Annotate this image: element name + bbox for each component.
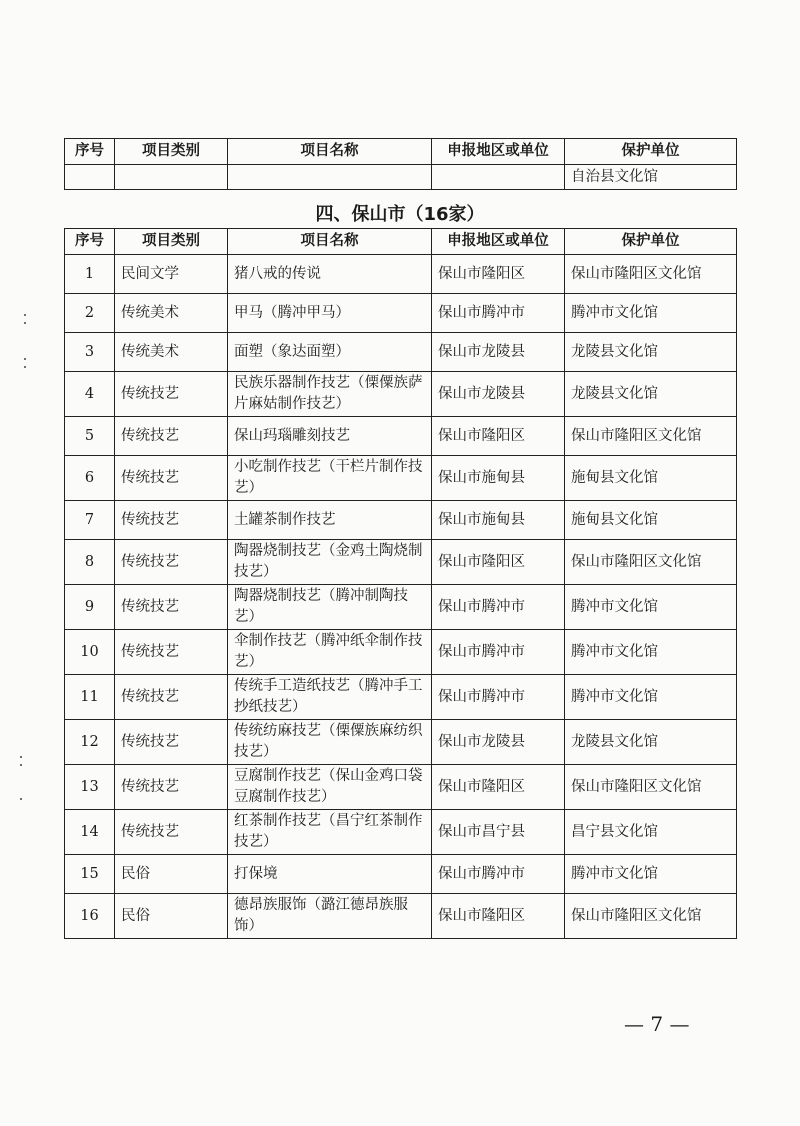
cell-region: 保山市昌宁县 [432, 810, 565, 855]
cell-name: 打保境 [228, 855, 432, 894]
cell-num: 8 [65, 540, 115, 585]
cell-category: 传统美术 [115, 333, 228, 372]
cell-category: 传统技艺 [115, 540, 228, 585]
cell-num: 6 [65, 456, 115, 501]
scan-speck [20, 756, 22, 758]
header-num: 序号 [65, 139, 115, 165]
table-row [65, 630, 737, 675]
scan-speck [20, 764, 22, 766]
table-row [65, 417, 737, 456]
header-num: 序号 [65, 229, 115, 255]
cell-category: 传统技艺 [115, 675, 228, 720]
cell-category: 民间文学 [115, 255, 228, 294]
cell-unit: 腾冲市文化馆 [565, 630, 737, 675]
cell-category: 传统技艺 [115, 810, 228, 855]
table-row [65, 456, 737, 501]
cell-region: 保山市隆阳区 [432, 255, 565, 294]
cell-category: 传统技艺 [115, 501, 228, 540]
table-row [65, 255, 737, 294]
table-row [65, 765, 737, 810]
cell-num: 4 [65, 372, 115, 417]
cell-region: 保山市隆阳区 [432, 894, 565, 939]
heritage-table [64, 228, 737, 939]
cell-num: 1 [65, 255, 115, 294]
table-row [65, 810, 737, 855]
cell-category: 传统技艺 [115, 417, 228, 456]
header-region: 申报地区或单位 [432, 229, 565, 255]
cell-name: 陶器烧制技艺（腾冲制陶技艺） [228, 585, 432, 630]
scan-speck [24, 314, 26, 316]
cell-num: 16 [65, 894, 115, 939]
cell-name: 面塑（象达面塑） [228, 333, 432, 372]
cell-name: 传统手工造纸技艺（腾冲手工抄纸技艺） [228, 675, 432, 720]
table-row [65, 372, 737, 417]
cell-region: 保山市腾冲市 [432, 585, 565, 630]
cell-num: 11 [65, 675, 115, 720]
header-unit: 保护单位 [565, 229, 737, 255]
cell-unit: 腾冲市文化馆 [565, 585, 737, 630]
header-category: 项目类别 [115, 139, 228, 165]
cell-unit: 龙陵县文化馆 [565, 720, 737, 765]
table-row [65, 294, 737, 333]
cell-category: 传统技艺 [115, 456, 228, 501]
cell-num: 3 [65, 333, 115, 372]
cell-name: 红茶制作技艺（昌宁红茶制作技艺） [228, 810, 432, 855]
cell-name: 土罐茶制作技艺 [228, 501, 432, 540]
table-row [65, 540, 737, 585]
table-row [65, 675, 737, 720]
cell-unit: 保山市隆阳区文化馆 [565, 417, 737, 456]
cell-region: 保山市腾冲市 [432, 630, 565, 675]
cell-num: 15 [65, 855, 115, 894]
cell-unit: 腾冲市文化馆 [565, 294, 737, 333]
cell-region: 保山市腾冲市 [432, 675, 565, 720]
cell-category: 传统技艺 [115, 372, 228, 417]
table-row [65, 894, 737, 939]
cell-unit: 腾冲市文化馆 [565, 675, 737, 720]
cell-name [228, 165, 432, 190]
scan-speck [24, 366, 26, 368]
cell-unit: 保山市隆阳区文化馆 [565, 894, 737, 939]
table-row [65, 720, 737, 765]
header-category: 项目类别 [115, 229, 228, 255]
cell-name: 陶器烧制技艺（金鸡土陶烧制技艺） [228, 540, 432, 585]
cell-region: 保山市施甸县 [432, 501, 565, 540]
cell-unit: 施甸县文化馆 [565, 501, 737, 540]
table-row [65, 501, 737, 540]
cell-category: 传统技艺 [115, 720, 228, 765]
cell-unit: 昌宁县文化馆 [565, 810, 737, 855]
cell-region: 保山市隆阳区 [432, 417, 565, 456]
cell-category: 民俗 [115, 894, 228, 939]
cell-name: 豆腐制作技艺（保山金鸡口袋豆腐制作技艺） [228, 765, 432, 810]
cell-num: 2 [65, 294, 115, 333]
table-row [65, 855, 737, 894]
page-number: — 7 — [624, 1012, 690, 1036]
cell-region: 保山市龙陵县 [432, 372, 565, 417]
cell-category: 传统技艺 [115, 765, 228, 810]
cell-num: 5 [65, 417, 115, 456]
continuation-table [64, 138, 737, 190]
cell-num: 13 [65, 765, 115, 810]
cell-num: 9 [65, 585, 115, 630]
cell-unit: 龙陵县文化馆 [565, 333, 737, 372]
cell-unit: 施甸县文化馆 [565, 456, 737, 501]
cell-unit: 自治县文化馆 [565, 165, 737, 190]
cell-name: 保山玛瑙雕刻技艺 [228, 417, 432, 456]
cell-name: 伞制作技艺（腾冲纸伞制作技艺） [228, 630, 432, 675]
cell-unit: 保山市隆阳区文化馆 [565, 765, 737, 810]
cell-unit: 腾冲市文化馆 [565, 855, 737, 894]
table-body [65, 255, 737, 939]
table-row [65, 165, 737, 190]
cell-region: 保山市隆阳区 [432, 765, 565, 810]
cell-name: 小吃制作技艺（干栏片制作技艺） [228, 456, 432, 501]
table-row [65, 585, 737, 630]
scan-speck [24, 322, 26, 324]
cell-num: 12 [65, 720, 115, 765]
cell-region: 保山市龙陵县 [432, 720, 565, 765]
cell-region: 保山市腾冲市 [432, 294, 565, 333]
cell-region: 保山市施甸县 [432, 456, 565, 501]
header-name: 项目名称 [228, 139, 432, 165]
cell-unit: 保山市隆阳区文化馆 [565, 255, 737, 294]
cell-num: 10 [65, 630, 115, 675]
scan-speck [24, 358, 26, 360]
section-title: 四、保山市（16家） [315, 204, 485, 225]
cell-region: 保山市隆阳区 [432, 540, 565, 585]
cell-name: 德昂族服饰（潞江德昂族服饰） [228, 894, 432, 939]
scan-speck [20, 798, 22, 800]
cell-category: 传统美术 [115, 294, 228, 333]
cell-region [432, 165, 565, 190]
cell-category: 民俗 [115, 855, 228, 894]
cell-name: 传统纺麻技艺（傈僳族麻纺织技艺） [228, 720, 432, 765]
cell-name: 甲马（腾冲甲马） [228, 294, 432, 333]
cell-unit: 龙陵县文化馆 [565, 372, 737, 417]
table-row [65, 333, 737, 372]
cell-name: 猪八戒的传说 [228, 255, 432, 294]
cell-name: 民族乐器制作技艺（傈僳族萨片麻姑制作技艺） [228, 372, 432, 417]
header-region: 申报地区或单位 [432, 139, 565, 165]
header-name: 项目名称 [228, 229, 432, 255]
cell-region: 保山市龙陵县 [432, 333, 565, 372]
cell-num [65, 165, 115, 190]
table-header-row [65, 229, 737, 255]
table-header-row [65, 139, 737, 165]
cell-category: 传统技艺 [115, 630, 228, 675]
cell-category: 传统技艺 [115, 585, 228, 630]
cell-region: 保山市腾冲市 [432, 855, 565, 894]
cell-unit: 保山市隆阳区文化馆 [565, 540, 737, 585]
cell-category [115, 165, 228, 190]
cell-num: 7 [65, 501, 115, 540]
header-unit: 保护单位 [565, 139, 737, 165]
cell-num: 14 [65, 810, 115, 855]
